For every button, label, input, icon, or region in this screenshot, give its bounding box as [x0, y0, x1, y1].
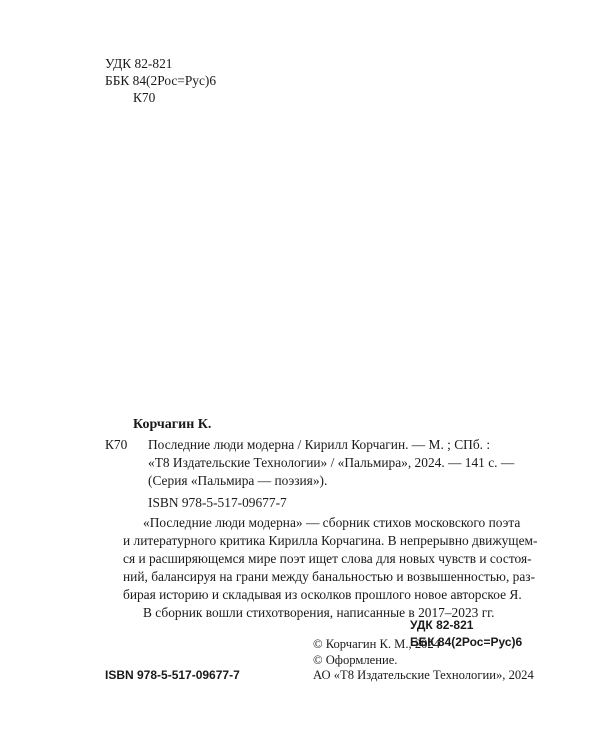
annotation-line: ний, балансируя на грани между банальностью и возвышенностью, раз-: [123, 569, 536, 584]
author-code: К70: [105, 437, 128, 452]
author-name: Корчагин К.: [133, 417, 212, 432]
annotation-line: бирая историю и складывая из осколков прошлого новое авторское Я.: [123, 587, 522, 602]
description-line: Последние люди модерна / Кирилл Корчагин. — М. ; СПб. :: [148, 437, 491, 452]
isbn-bottom: ISBN 978-5-517-09677-7: [105, 668, 240, 682]
copyright-line: © Корчагин К. М., 2024: [313, 637, 441, 651]
copyright-line: © Оформление.: [313, 653, 398, 667]
description-line: (Серия «Пальмира — поэзия»).: [148, 473, 328, 488]
udk-top: УДК 82-821: [105, 56, 173, 71]
author-code-top: К70: [133, 90, 156, 105]
annotation-line: и литературного критика Кирилла Корчагина. В непрерывно движущем-: [123, 533, 538, 548]
udk-bottom: УДК 82-821: [410, 618, 474, 632]
bbk-bottom: ББК 84(2Рос=Рус)6: [410, 635, 523, 649]
bbk-top: ББК 84(2Рос=Рус)6: [105, 73, 217, 88]
annotation-line: ся и расширяющемся мире поэт ищет слова для новых чувств и состоя-: [123, 551, 532, 566]
annotation-line: «Последние люди модерна» — сборник стихов московского поэта: [143, 515, 521, 530]
description-line: «Т8 Издательские Технологии» / «Пальмира», 2024. — 141 с. —: [148, 455, 515, 470]
copyright-line: АО «Т8 Издательские Технологии», 2024: [313, 668, 534, 682]
annotation-line: В сборник вошли стихотворения, написанные в 2017–2023 гг.: [143, 605, 495, 620]
isbn-record: ISBN 978-5-517-09677-7: [148, 495, 287, 510]
